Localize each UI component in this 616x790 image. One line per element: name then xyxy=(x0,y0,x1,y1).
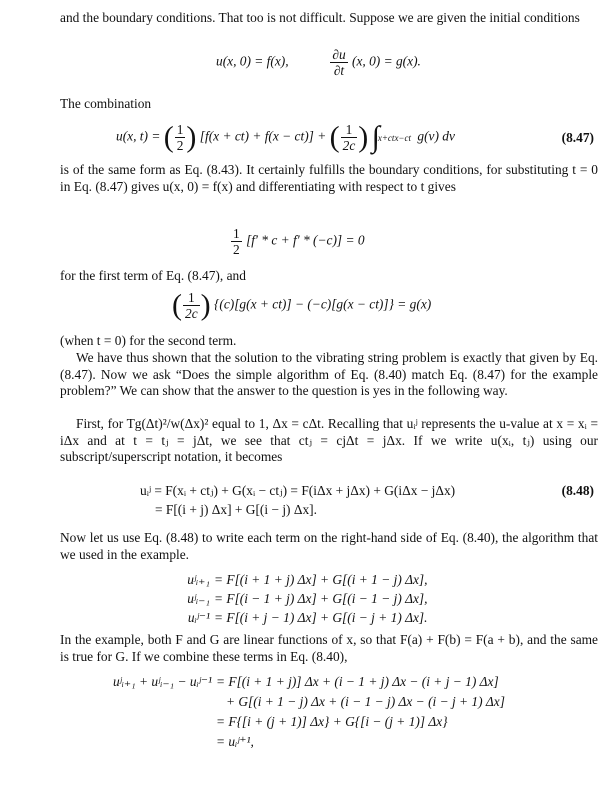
paragraph-first-for-tg: First, for Tg(Δt)²/w(Δx)² equal to 1, Δx = cΔt. Recalling that uᵢʲ represents the u-value at x = xᵢ = iΔx and at t = tⱼ = jΔt, we see that ctⱼ = cjΔt = jΔx. If we write u(xᵢ, tⱼ) using our subscript/superscript notation, it becomes xyxy=(60,416,598,465)
paragraph-use-eq-848: Now let us use Eq. (8.48) to write each term on the right-hand side of Eq. (8.40), the algorithm that we used in the example. xyxy=(60,530,598,562)
eq847-inverse-2c xyxy=(341,122,358,153)
eq847-lhs: u(x, t) = xyxy=(116,128,161,144)
term-1-rhs: = F[(i + 1 + j) Δx] + G[(i + 1 − j) Δx], xyxy=(214,572,428,587)
term-3-rhs: = F[(i + j − 1) Δx] + G[(i − j + 1) Δx]. xyxy=(214,610,428,625)
term-3-lhs: uᵢʲ⁻¹ xyxy=(187,610,210,625)
deriv1-num: 1 xyxy=(233,226,240,241)
final-line-3: = F{[i + (j + 1)] Δx} + G{[i − (j + 1)] Δx} xyxy=(216,714,448,729)
deriv2-den: 2c xyxy=(185,306,198,321)
equation-label-8-47: (8.47) xyxy=(561,130,594,145)
partial-numerator: ∂u xyxy=(332,47,346,62)
deriv1-half xyxy=(231,226,242,257)
eq847-half-den: 2 xyxy=(176,138,184,153)
deriv2-body: {(c)[g(x + ct)] − (−c)[g(x − ct)]} = g(x) xyxy=(214,296,432,312)
eq847-integrand: g(v) dv xyxy=(417,128,455,144)
paragraph-linear-functions: In the example, both F and G are linear functions of x, so that F(a) + F(b) = F(a + b), and the same is true for G. If we combine these terms in Eq. (8.40), xyxy=(60,632,598,664)
paragraph-second-term: (when t = 0) for the second term. xyxy=(60,333,237,348)
initial-condition-du: (x, 0) = g(x). xyxy=(352,53,421,69)
paragraph-first-term: for the first term of Eq. (8.47), and xyxy=(60,268,246,283)
equation-8-47: u(x, t) = ( $\frac{1}{2}$ ) [f(x + ct) + f(x − ct)] + ( $\frac{1}{2c}$ ) ∫x+ctx−ct g(v) dv xyxy=(116,120,455,154)
partial-derivative-fraction xyxy=(330,47,347,78)
equation-8-48-line1: uᵢʲ = F(xᵢ + ctⱼ) + G(xᵢ − ctⱼ) = F(iΔx + jΔx) + G(iΔx − jΔx) xyxy=(140,483,456,498)
final-line-1: = F[(i + 1 + j)] Δx + (i − 1 + j) Δx − (i + j − 1) Δx] xyxy=(216,674,499,689)
initial-condition-u: u(x, 0) = f(x), xyxy=(216,53,289,69)
eq847-c-den: 2c xyxy=(342,138,356,153)
deriv1-den: 2 xyxy=(233,242,240,257)
term-2-rhs: = F[(i − 1 + j) Δx] + G[(i − 1 − j) Δx], xyxy=(214,591,428,606)
equation-first-term-derivative xyxy=(230,226,365,257)
eq847-c-num: 1 xyxy=(341,122,358,138)
term-2-lhs: uʲᵢ₋₁ xyxy=(187,591,210,606)
final-lhs: uʲᵢ₊₁ + uʲᵢ₋₁ − uᵢʲ⁻¹ xyxy=(112,674,212,689)
equation-label-8-48: (8.48) xyxy=(561,483,594,498)
equation-initial-conditions xyxy=(216,47,421,78)
integral-lower-limit: x−ct xyxy=(394,132,412,143)
final-line-2: + G[(i + 1 − j) Δx + (i − 1 − j) Δx − (i − j + 1) Δx] xyxy=(226,694,505,709)
eq847-half-num: 1 xyxy=(176,122,184,137)
partial-denominator: ∂t xyxy=(333,63,345,78)
paragraph-boundary-conditions: and the boundary conditions. That too is not difficult. Suppose we are given the initial conditions xyxy=(60,10,580,25)
integral-sign-icon: ∫ xyxy=(371,120,380,154)
integral-upper-limit: x+ct xyxy=(377,132,395,143)
eq847-middle: [f(x + ct) + f(x − ct)] + xyxy=(199,128,327,144)
integral-limits xyxy=(378,131,411,145)
deriv1-body: [f′ * c + f′ * (−c)] = 0 xyxy=(246,232,365,248)
equation-second-term-derivative: ( $\frac{1}{2c}$ ) {(c)[g(x + ct)] − (−c)[g(x − ct)]} = g(x) xyxy=(172,288,432,322)
paragraph-same-form: is of the same form as Eq. (8.43). It certainly fulfills the boundary conditions, for substituting t = 0 in Eq. (8.47) gives u(x, 0) = f(x) and differentiating with respect to t gives xyxy=(60,162,598,194)
equation-8-48-line2: = F[(i + j) Δx] + G[(i − j) Δx]. xyxy=(155,502,317,517)
paragraph-combination: The combination xyxy=(60,96,152,111)
eq847-half xyxy=(175,122,186,153)
deriv2-inverse-2c xyxy=(183,290,200,321)
paragraph-vibrating-string: We have thus shown that the solution to the vibrating string problem is exactly that given by Eq. (8.47). Now we ask “Does the simple algorithm of Eq. (8.40) match Eq. (8.47) for the example problem?” We can show that the answer to the question is yes in the following way. xyxy=(60,350,598,399)
final-line-4: = uᵢʲ⁺¹, xyxy=(216,734,254,749)
term-1-lhs: uʲᵢ₊₁ xyxy=(187,572,210,587)
deriv2-num: 1 xyxy=(183,290,200,306)
